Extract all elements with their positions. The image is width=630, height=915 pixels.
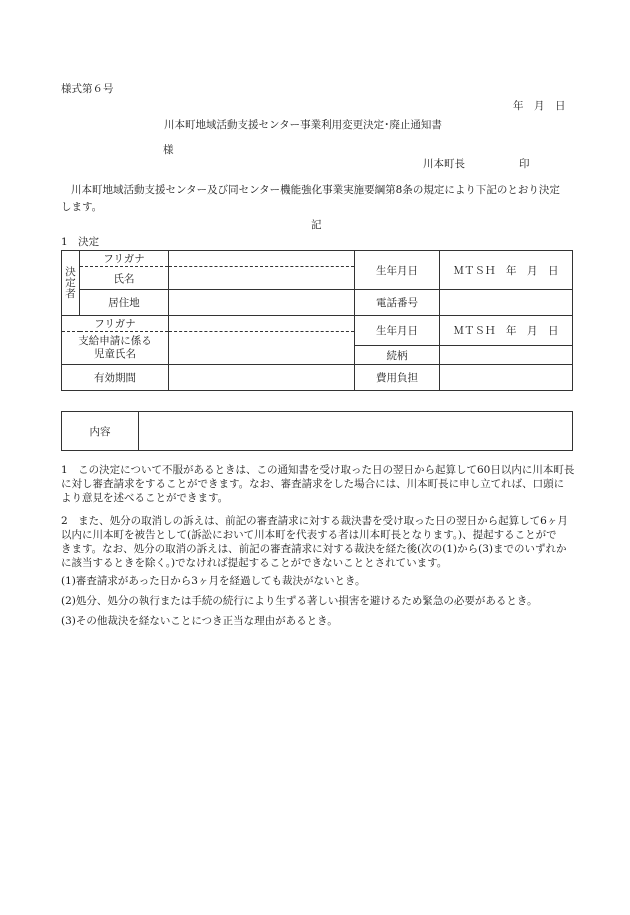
relationship-label: 続柄	[355, 346, 440, 365]
content-value[interactable]	[139, 412, 573, 451]
date-placeholder: 年 月 日	[513, 100, 566, 112]
name-label: 氏名	[80, 267, 169, 290]
child-label-line-2: 児童氏名	[94, 348, 136, 360]
child-name-label	[62, 332, 169, 365]
note-item-2: (2)処分、処分の執行または手続の続行により生ずる著しい損害を避けるため緊急の必要があるとき。	[61, 595, 538, 607]
address-label: 居住地	[80, 290, 169, 316]
furigana-value[interactable]	[169, 251, 355, 267]
note-1-line-1: 1 この決定について不服があるときは、この通知書を受け取った日の翌日から起算して60日以内に川本町長	[61, 464, 575, 476]
ki-heading: 記	[311, 219, 322, 231]
note-item-1: (1)審査請求があった日から3ヶ月を経過しても裁決がないとき。	[61, 575, 366, 587]
section-1-heading: 1 決定	[61, 236, 100, 248]
child-name-value[interactable]	[169, 332, 355, 365]
cost-value[interactable]	[440, 365, 573, 391]
phone-value[interactable]	[440, 290, 573, 316]
furigana-label: フリガナ	[80, 251, 169, 267]
note-2-line-4: に該当するときを除く。)でなければ提起することができないこととされています。	[61, 557, 448, 569]
content-table	[61, 411, 573, 451]
decision-table	[61, 250, 573, 391]
addressee-label: 様	[163, 144, 174, 156]
birthdate-value[interactable]: ＭＴＳＨ 年 月 日	[440, 251, 573, 290]
cost-label: 費用負担	[355, 365, 440, 391]
child-label-line-1: 支給申請に係る	[78, 335, 152, 347]
validity-value[interactable]	[169, 365, 355, 391]
decider-group-label: 決定者	[62, 251, 80, 316]
note-2-line-3: きます。なお、処分の取消の訴えは、前記の審査請求に対する裁決を経た後(次の(1)から(3)までのいずれか	[61, 543, 567, 555]
child-furigana-value[interactable]	[169, 316, 355, 332]
note-2-line-1: 2 また、処分の取消しの訴えは、前記の審査請求に対する裁決書を受け取った日の翌日から起算して6ヶ月	[61, 515, 568, 527]
issuer-name: 川本町長	[423, 158, 465, 170]
phone-label: 電話番号	[355, 290, 440, 316]
note-2-line-2: 以内に川本町を被告として(訴訟において川本町を代表する者は川本町長となります。)、提起することがで	[61, 529, 557, 541]
relationship-value[interactable]	[440, 346, 573, 365]
note-item-3: (3)その他裁決を経ないことにつき正当な理由があるとき。	[61, 615, 338, 627]
child-birthdate-label: 生年月日	[355, 316, 440, 346]
child-birthdate-value[interactable]: ＭＴＳＨ 年 月 日	[440, 316, 573, 346]
child-furigana-label: フリガナ	[62, 316, 169, 332]
intro-line-1: 川本町地域活動支援センター及び同センター機能強化事業実施要綱第8条の規定により下記のとおり決定	[71, 184, 560, 196]
seal-mark: 印	[519, 158, 530, 170]
birthdate-label: 生年月日	[355, 251, 440, 290]
validity-label: 有効期間	[62, 365, 169, 391]
note-1-line-2: に対し審査請求をすることができます。なお、審査請求をした場合には、川本町長に申し立てれば、口頭に	[61, 478, 565, 490]
intro-line-2: します。	[61, 201, 103, 213]
form-number: 様式第６号	[61, 83, 114, 95]
content-label: 内容	[62, 412, 139, 451]
name-value[interactable]	[169, 267, 355, 290]
document-title: 川本町地域活動支援センター事業利用変更決定･廃止通知書	[164, 119, 442, 131]
note-1-line-3: より意見を述べることができます。	[61, 492, 229, 504]
address-value[interactable]	[169, 290, 355, 316]
